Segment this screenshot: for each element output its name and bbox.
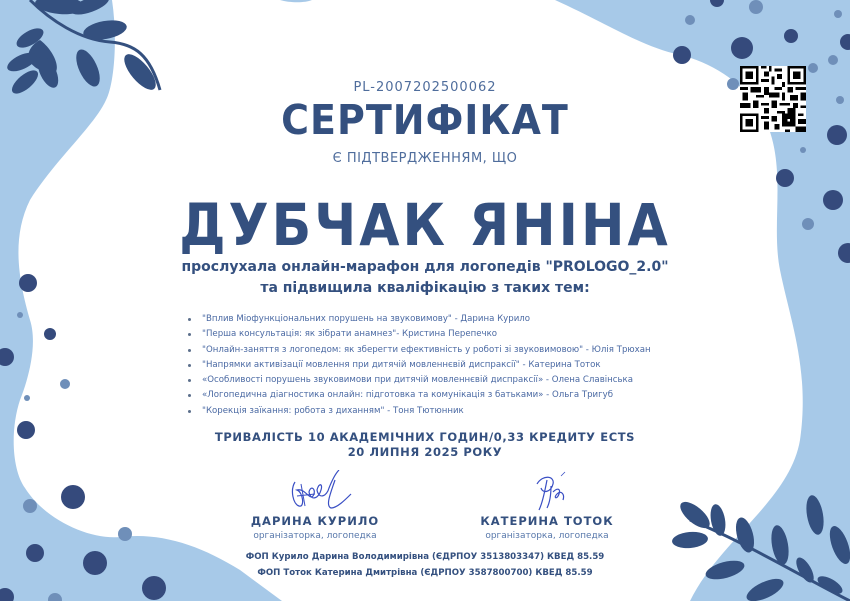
recipient-name: ДУБЧАК ЯНІНА (179, 192, 671, 260)
certificate-subtitle: Є ПІДТВЕРДЖЕННЯМ, ЩО (332, 151, 518, 166)
topic-text: "Перша консультація: як зібрати анамнез"- Кристина Перепечко (202, 329, 498, 340)
duration-block (0, 430, 850, 460)
topic-text: «Логопедична діагностика онлайн: підготовка та комунікація з батьками» - Ольга Тригуб (202, 390, 614, 401)
list-item (188, 358, 651, 373)
bullet-icon (188, 364, 191, 367)
signer-role: організаторка, логопедка (485, 531, 609, 541)
list-item (188, 373, 651, 388)
bullet-icon (188, 349, 191, 352)
legal-line-1: ФОП Курило Дарина Володимирівна (ЄДРПОУ 3513803347) КВЕД 85.59 (245, 552, 605, 562)
bullet-icon (188, 318, 191, 321)
legal-info (0, 549, 850, 581)
list-item (188, 312, 651, 327)
topic-text: "Онлайн-заняття з логопедом: як зберегти ефективність у роботі зі звуковимовою" - Юлія Трюхан (202, 344, 651, 355)
list-item (188, 388, 651, 403)
signer-role: організаторка, логопедка (253, 531, 377, 541)
certificate-title: СЕРТИФІКАТ (281, 96, 569, 144)
signer-block-1 (220, 470, 410, 541)
topics-list (188, 312, 651, 419)
list-item (188, 404, 651, 419)
list-item (188, 343, 651, 358)
list-item (188, 327, 651, 342)
legal-line-2: ФОП Тоток Катерина Дмитрівна (ЄДРПОУ 3587800700) КВЕД 85.59 (257, 568, 593, 578)
topic-text: "Напрямки активізації мовлення при дитячій мовленнєвій диспраксії" - Катерина Тоток (202, 359, 601, 370)
signer-name: КАТЕРИНА ТОТОК (480, 514, 614, 528)
duration-text: ТРИВАЛІСТЬ 10 АКАДЕМІЧНИХ ГОДИН/0,33 КРЕДИТУ ECTS (214, 430, 636, 444)
course-description (0, 257, 850, 299)
bullet-icon (188, 333, 191, 336)
bullet-icon (188, 410, 191, 413)
bullet-icon (188, 379, 191, 382)
signature-icon (507, 470, 587, 514)
description-line-2: та підвищила кваліфікацію з таких тем: (260, 280, 590, 296)
topic-text: «Особливості порушень звуковимови при дитячій мовленнєвій диспраксії» - Олена Славінська (202, 375, 634, 386)
certificate-id: PL-2007202500062 (353, 80, 497, 95)
signer-block-2 (452, 470, 642, 541)
signature-icon (275, 470, 355, 514)
topic-text: "Вплив Міофункціональних порушень на звуковимову" - Дарина Курило (202, 314, 531, 324)
signer-name: ДАРИНА КУРИЛО (250, 514, 380, 528)
issue-date: 20 ЛИПНЯ 2025 РОКУ (347, 445, 503, 459)
description-line-1: прослухала онлайн-марафон для логопедів "PROLOGO_2.0" (181, 259, 669, 275)
bullet-icon (188, 394, 191, 397)
topic-text: "Корекція заїкання: робота з диханням" - Тоня Тютюнник (202, 405, 464, 416)
